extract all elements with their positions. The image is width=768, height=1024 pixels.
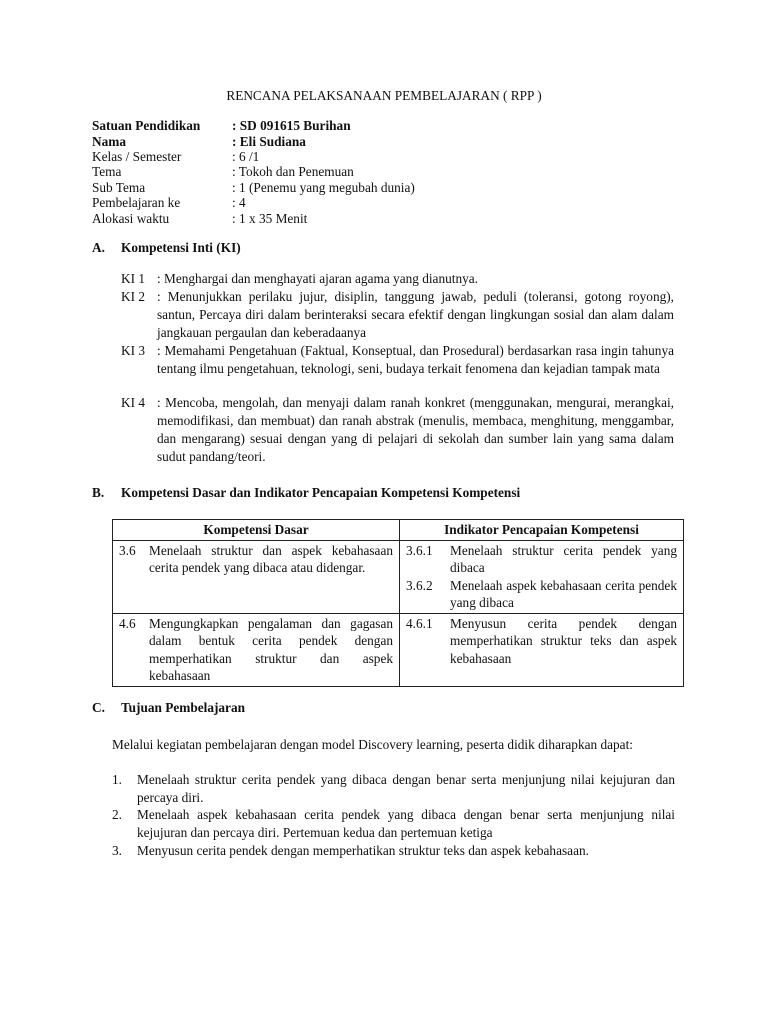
ki-item-4 bbox=[121, 394, 674, 466]
kd-entry bbox=[119, 615, 393, 685]
indicator-entry bbox=[406, 577, 677, 612]
indicator-cell bbox=[400, 613, 684, 686]
identity-label: Kelas / Semester bbox=[92, 149, 182, 164]
indicator-number: 4.6.1 bbox=[406, 615, 433, 631]
kd-text: Mengungkapkan pengalaman dan gagasan dalam bentuk cerita pendek dengan memperhatikan struktur dan aspek kebahasaan bbox=[149, 615, 393, 683]
ki-code: KI 2 bbox=[121, 289, 146, 304]
kd-cell bbox=[113, 540, 400, 613]
ki-text: : Menunjukkan perilaku jujur, disiplin, tanggung jawab, peduli (toleransi, gotong royong), santun, Percaya diri dalam berinteraksi secara efektif dengan lingkungan sosial dan alam dalam jangkauan pergaulan dan keberadaanya bbox=[157, 289, 674, 340]
identity-value: : 6 /1 bbox=[232, 149, 260, 164]
goal-number: 1. bbox=[112, 772, 122, 787]
ki-text: : Memahami Pengetahuan (Faktual, Konseptual, dan Prosedural) berdasarkan rasa ingin tahunya tentang ilmu pengetahuan, teknologi, seni, budaya terkait fenomena dan kejadian tampak mata bbox=[157, 343, 674, 376]
ki-item-1 bbox=[121, 270, 674, 288]
goal-number: 2. bbox=[112, 807, 122, 822]
goal-number: 3. bbox=[112, 843, 122, 858]
ki-item-3 bbox=[121, 342, 674, 378]
identity-value: : 4 bbox=[232, 195, 246, 210]
indicator-number: 3.6.2 bbox=[406, 577, 433, 593]
section-title: Tujuan Pembelajaran bbox=[121, 700, 245, 715]
indicator-text: Menelaah struktur cerita pendek yang dibaca bbox=[450, 542, 677, 575]
indicator-cell bbox=[400, 540, 684, 613]
kd-cell bbox=[113, 613, 400, 686]
kd-text: Menelaah struktur dan aspek kebahasaan cerita pendek yang dibaca atau didengar. bbox=[149, 542, 393, 575]
goal-text: Menelaah struktur cerita pendek yang dibaca dengan benar serta menjunjung nilai kejujuran dan percaya diri. bbox=[137, 772, 675, 805]
section-letter: C. bbox=[92, 700, 105, 715]
ki-code: KI 1 bbox=[121, 271, 146, 286]
identity-value: : Eli Sudiana bbox=[232, 134, 306, 149]
indicator-entry bbox=[406, 615, 677, 668]
goal-text: Menelaah aspek kebahasaan cerita pendek yang dibaca dengan benar serta menjunjung nilai kejujuran dan percaya diri. Pertemuan kedua dan pertemuan ketiga bbox=[137, 807, 675, 840]
goal-item-3 bbox=[112, 842, 675, 860]
ki-text: : Menghargai dan menghayati ajaran agama yang dianutnya. bbox=[157, 271, 478, 286]
competency-table bbox=[112, 519, 684, 687]
section-a-heading bbox=[92, 240, 241, 256]
identity-value: : 1 (Penemu yang megubah dunia) bbox=[232, 180, 415, 195]
table-row bbox=[113, 540, 684, 613]
identity-value: : 1 x 35 Menit bbox=[232, 211, 308, 226]
identity-label: Nama bbox=[92, 134, 126, 149]
document-title: RENCANA PELAKSANAAN PEMBELAJARAN ( RPP ) bbox=[226, 88, 542, 103]
ki-text: : Mencoba, mengolah, dan menyaji dalam ranah konkret (menggunakan, mengurai, merangkai, memodifikasi, dan membuat) dan ranah abstrak (menulis, membaca, menghitung, menggambar, dan mengarang) sesuai dengan yang di pelajari di sekolah dan sumber lain yang sama dalam sudut pandang/teori. bbox=[157, 395, 674, 464]
identity-label: Alokasi waktu bbox=[92, 211, 170, 226]
indicator-text: Menyusun cerita pendek dengan memperhatikan struktur teks dan aspek kebahasaan bbox=[450, 615, 677, 666]
ki-code: KI 3 bbox=[121, 343, 146, 358]
identity-label: Satuan Pendidikan bbox=[92, 118, 201, 133]
kd-number: 4.6 bbox=[119, 615, 136, 631]
indicator-number: 3.6.1 bbox=[406, 542, 433, 558]
indicator-entry bbox=[406, 542, 677, 577]
ki-item-2 bbox=[121, 288, 674, 342]
goal-text: Menyusun cerita pendek dengan memperhatikan struktur teks dan aspek kebahasaan. bbox=[137, 843, 589, 858]
indicator-text: Menelaah aspek kebahasaan cerita pendek yang dibaca bbox=[450, 577, 677, 610]
table-header-indicator: Indikator Pencapaian Kompetensi bbox=[400, 520, 684, 541]
identity-value: : SD 091615 Burihan bbox=[232, 118, 351, 133]
identity-label: Sub Tema bbox=[92, 180, 146, 195]
ki-code: KI 4 bbox=[121, 395, 146, 410]
goal-item-2 bbox=[112, 806, 675, 841]
table-header-kd: Kompetensi Dasar bbox=[113, 520, 400, 541]
kd-entry bbox=[119, 542, 393, 577]
section-c-heading bbox=[92, 700, 245, 716]
goal-intro: Melalui kegiatan pembelajaran dengan model Discovery learning, peserta didik diharapkan dapat: bbox=[112, 737, 633, 752]
kd-number: 3.6 bbox=[119, 542, 136, 558]
goal-item-1 bbox=[112, 771, 675, 806]
identity-label: Pembelajaran ke bbox=[92, 195, 181, 210]
identity-value: : Tokoh dan Penemuan bbox=[232, 164, 354, 179]
section-title: Kompetensi Dasar dan Indikator Pencapaian Kompetensi Kompetensi bbox=[121, 485, 521, 500]
section-b-heading bbox=[92, 485, 520, 501]
section-letter: A. bbox=[92, 240, 105, 255]
identity-label: Tema bbox=[92, 164, 122, 179]
table-header-row bbox=[113, 520, 684, 541]
section-title: Kompetensi Inti (KI) bbox=[121, 240, 241, 255]
table-row bbox=[113, 613, 684, 686]
section-letter: B. bbox=[92, 485, 105, 500]
